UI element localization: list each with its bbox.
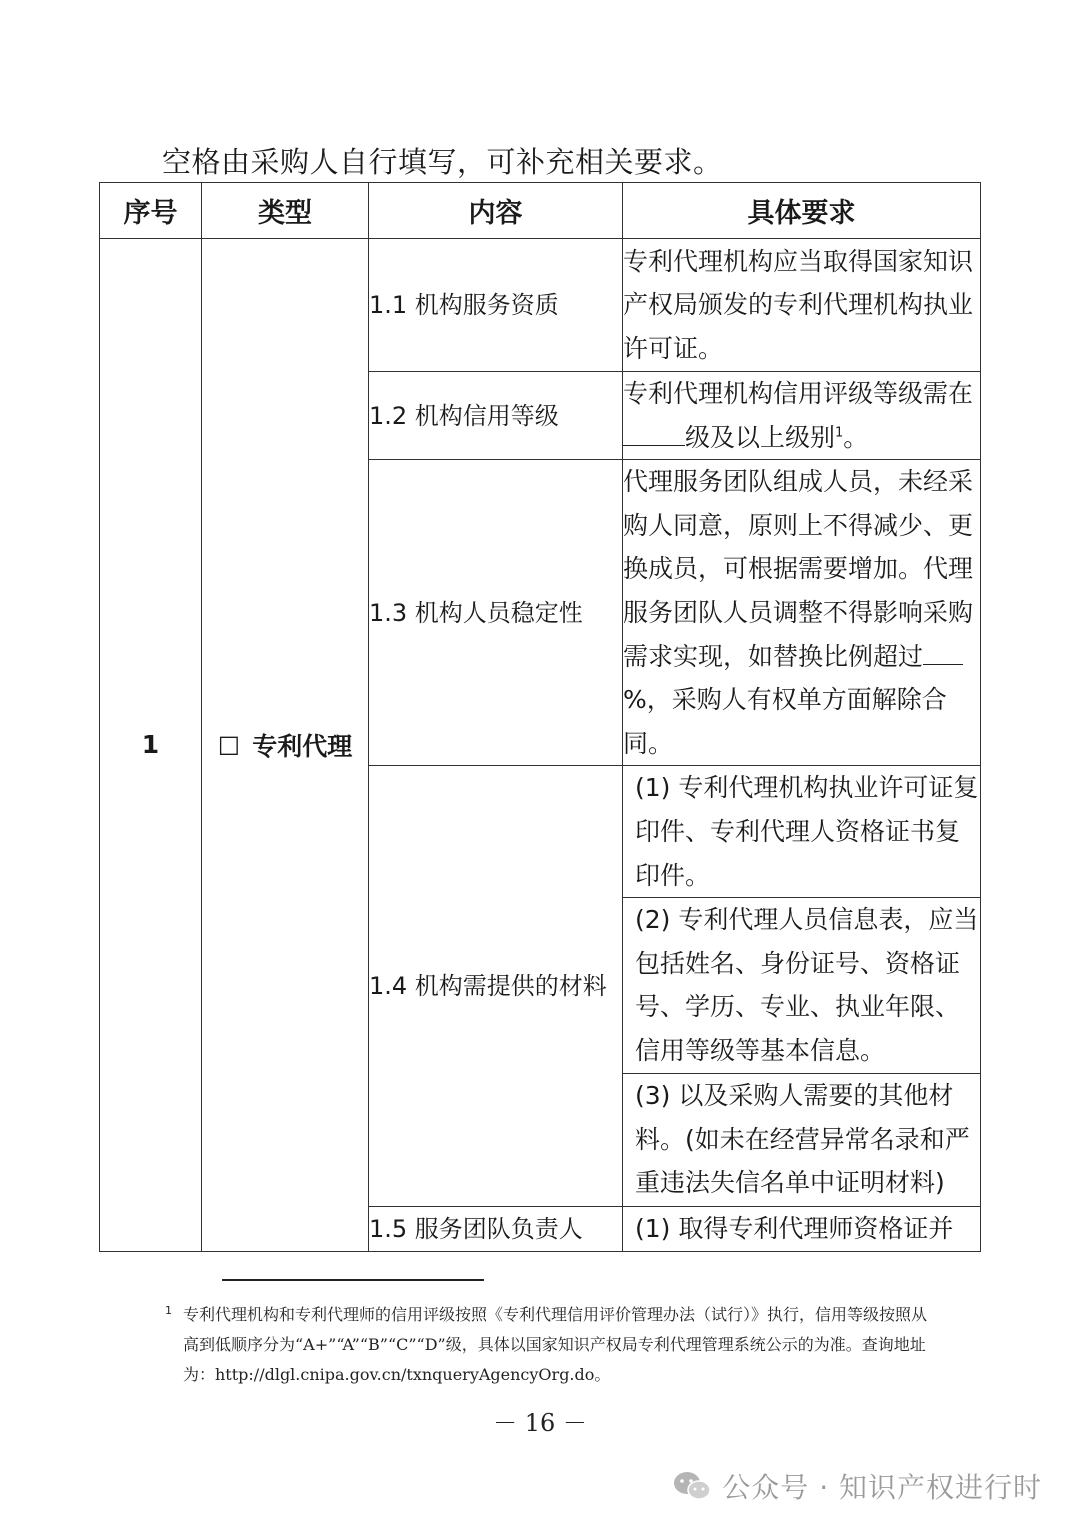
intro-text: 空格由采购人自行填写，可补充相关要求。 — [162, 145, 723, 179]
content-1-3: 1.3 机构人员稳定性 — [369, 460, 623, 766]
row-seq: 1 — [100, 239, 202, 1252]
header-requirement: 具体要求 — [623, 183, 981, 239]
table-row — [100, 239, 981, 372]
blank-field — [623, 419, 685, 446]
header-row — [100, 183, 981, 239]
requirement-1-4-3: (3) 以及采购人需要的其他材料。(如未在经营异常名录和严重违法失信名单中证明材料) — [623, 1073, 981, 1206]
content-1-4: 1.4 机构需提供的材料 — [369, 766, 623, 1206]
header-type: 类型 — [202, 183, 369, 239]
blank-field — [923, 638, 963, 665]
wechat-icon — [672, 1470, 712, 1502]
watermark — [672, 1466, 1042, 1506]
requirement-1-4-2: (2) 专利代理人员信息表，应当包括姓名、身份证号、资格证号、学历、专业、执业年限、信用等级等基本信息。 — [623, 898, 981, 1073]
page-number: － 16 － — [493, 1409, 587, 1437]
footnote-ref: 1 — [835, 425, 844, 441]
header-content: 内容 — [369, 183, 623, 239]
row-type — [202, 239, 369, 1252]
requirement-1-5: (1) 取得专利代理师资格证并 — [623, 1206, 981, 1251]
header-seq: 序号 — [100, 183, 202, 239]
requirement-1-4-1: (1) 专利代理机构执业许可证复印件、专利代理人资格证书复印件。 — [623, 766, 981, 898]
content-1-5: 1.5 服务团队负责人 — [369, 1206, 623, 1251]
footnote-text: 专利代理机构和专利代理师的信用评级按照《专利代理信用评价管理办法（试行）》执行，信用等级按照从高到低顺序分为“A+”“A”“B”“C”“D”级，具体以国家知识产权局专利代理管理系统公示的为准。查询地址为：http://dlgl.cnipa.gov.cn/txnqueryAgencyOrg.do。 — [183, 1305, 928, 1384]
content-1-1: 1.1 机构服务资质 — [369, 239, 623, 372]
content-1-2: 1.2 机构信用等级 — [369, 372, 623, 460]
requirements-table — [99, 182, 981, 1252]
footnote — [165, 1300, 935, 1390]
type-label: 专利代理 — [252, 731, 353, 761]
requirement-1-3: 代理服务团队组成人员，未经采购人同意，原则上不得减少、更换成员，可根据需要增加。代理服务团队人员调整不得影响采购需求实现，如替换比例超过 %，采购人有权单方面解除合同。 — [623, 460, 981, 766]
type-checkbox[interactable]: ☐ — [217, 731, 241, 761]
requirement-1-1: 专利代理机构应当取得国家知识产权局颁发的专利代理机构执业许可证。 — [623, 239, 981, 372]
footnote-divider — [222, 1279, 484, 1281]
requirement-1-2: 专利代理机构信用评级等级需在级及以上级别$^1$。 — [623, 372, 981, 460]
watermark-text: 公众号 · 知识产权进行时 — [722, 1471, 1042, 1504]
footnote-mark: 1 — [165, 1304, 172, 1317]
